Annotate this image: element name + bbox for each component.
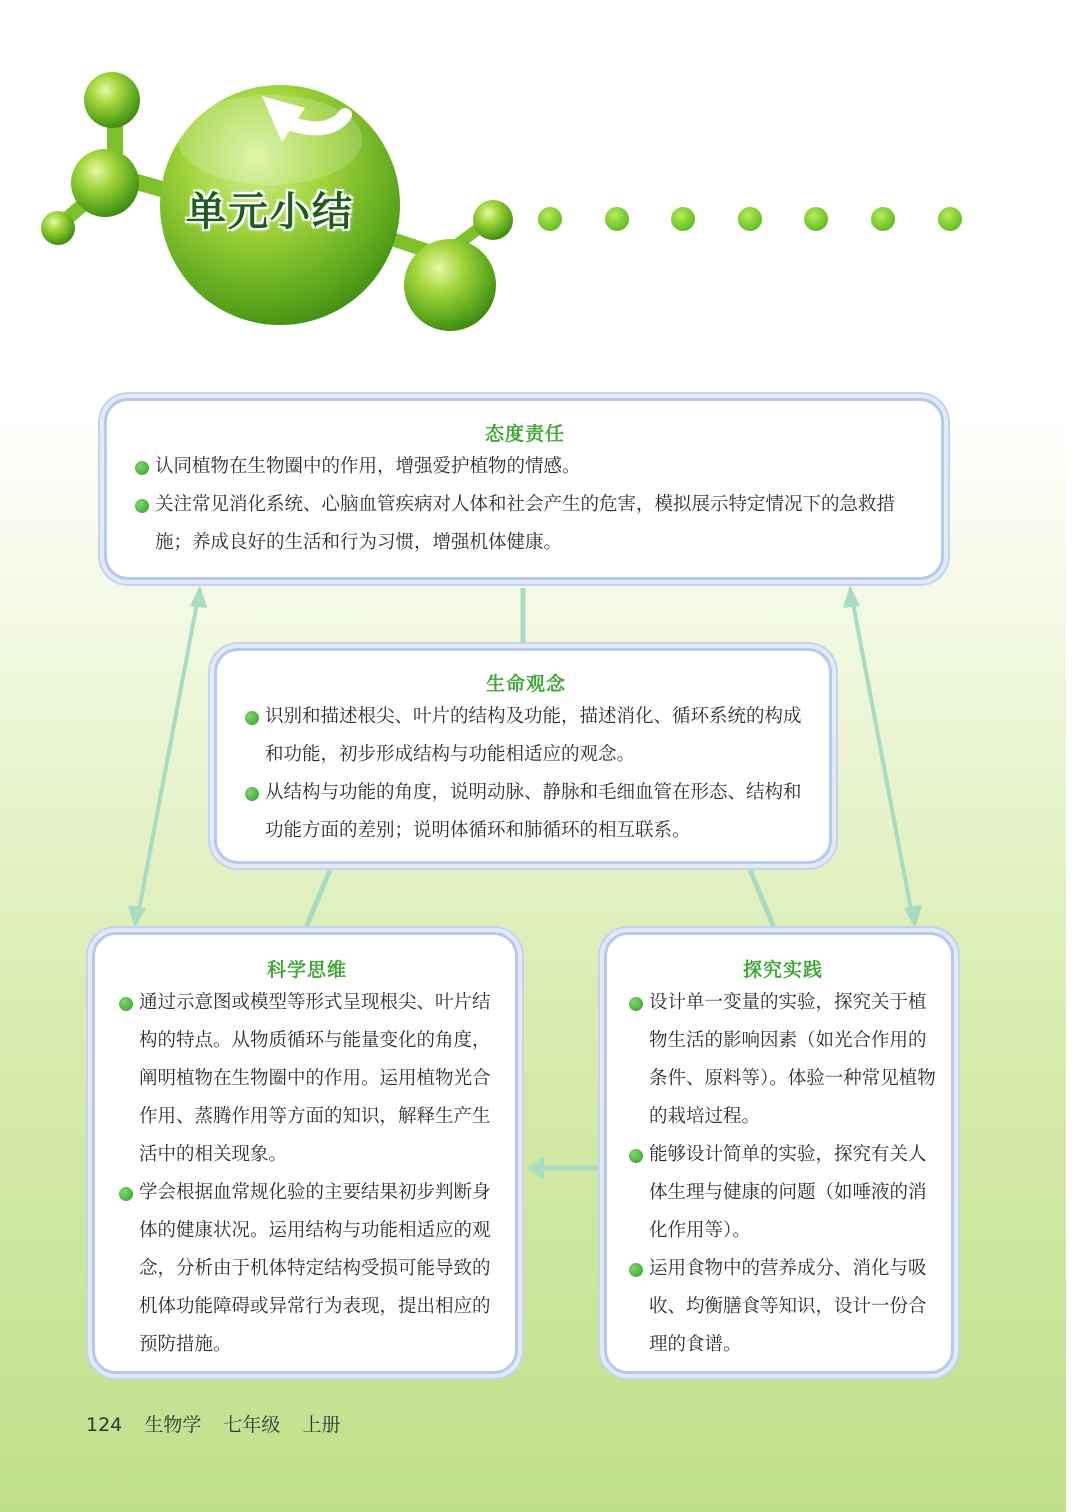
life-item-2: 从结构与功能的角度，说明动脉、静脉和毛细血管在形态、结构和功能方面的差别；说明体循环和肺循环的相互联系。 bbox=[265, 782, 802, 841]
page-footer bbox=[86, 1410, 356, 1437]
life-box-title: 生命观念 bbox=[485, 673, 566, 695]
science-item-2: 学会根据血常规化验的主要结果初步判断身体的健康状况。运用结构与功能相适应的观念，分析由于机体特定结构受损可能导致的机体功能障碍或异常行为表现，提出相应的预防措施。 bbox=[139, 1182, 491, 1355]
page-number: 124 bbox=[86, 1414, 123, 1436]
bullet-icon bbox=[629, 1263, 643, 1277]
bullet-icon bbox=[135, 499, 149, 513]
inquiry-item-1: 设计单一变量的实验，探究关于植物生活的影响因素（如光合作用的条件、原料等）。体验一种常见植物的栽培过程。 bbox=[649, 992, 936, 1127]
book-volume: 上册 bbox=[302, 1414, 341, 1436]
attitude-item-1: 认同植物在生物圈中的作用，增强爱护植物的情感。 bbox=[155, 456, 581, 477]
science-box-title: 科学思维 bbox=[266, 959, 347, 981]
attitude-item-2: 关注常见消化系统、心脑血管疾病对人体和社会产生的危害，模拟展示特定情况下的急救措施；养成良好的生活和行为习惯，增强机体健康。 bbox=[155, 494, 896, 553]
list-item bbox=[629, 1250, 937, 1364]
scientific-thinking-box bbox=[92, 932, 518, 1374]
attitude-responsibility-box bbox=[104, 398, 944, 580]
bullet-icon bbox=[245, 711, 259, 725]
science-item-1: 通过示意图或模型等形式呈现根尖、叶片结构的特点。从物质循环与能量变化的角度，阐明植物在生物圈中的作用。运用植物光合作用、蒸腾作用等方面的知识，解释生产生活中的相关现象。 bbox=[139, 992, 491, 1165]
list-item bbox=[119, 984, 495, 1174]
list-item bbox=[135, 486, 915, 562]
inquiry-item-3: 运用食物中的营养成分、消化与吸收、均衡膳食等知识，设计一份合理的食谱。 bbox=[649, 1258, 927, 1355]
dot-row bbox=[538, 207, 962, 231]
life-item-1: 识别和描述根尖、叶片的结构及功能，描述消化、循环系统的构成和功能，初步形成结构与功能相适应的观念。 bbox=[265, 706, 802, 765]
bullet-icon bbox=[629, 997, 643, 1011]
bullet-icon bbox=[245, 787, 259, 801]
list-item bbox=[245, 774, 807, 850]
book-subject: 生物学 bbox=[144, 1414, 202, 1436]
unit-summary-title: 单元小结 bbox=[186, 189, 354, 235]
attitude-box-title: 态度责任 bbox=[484, 423, 565, 445]
life-concept-box bbox=[214, 648, 832, 864]
bullet-icon bbox=[119, 1187, 133, 1201]
inquiry-practice-box bbox=[604, 932, 954, 1374]
bullet-icon bbox=[119, 997, 133, 1011]
list-item bbox=[629, 984, 937, 1136]
list-item bbox=[629, 1136, 937, 1250]
bullet-icon bbox=[629, 1149, 643, 1163]
inquiry-item-2: 能够设计简单的实验，探究有关人体生理与健康的问题（如唾液的消化作用等）。 bbox=[649, 1144, 927, 1241]
inquiry-box-title: 探究实践 bbox=[742, 959, 823, 981]
bullet-icon bbox=[135, 461, 149, 475]
book-grade: 七年级 bbox=[223, 1414, 281, 1436]
list-item bbox=[119, 1174, 495, 1364]
list-item bbox=[245, 698, 807, 774]
list-item bbox=[135, 448, 915, 486]
